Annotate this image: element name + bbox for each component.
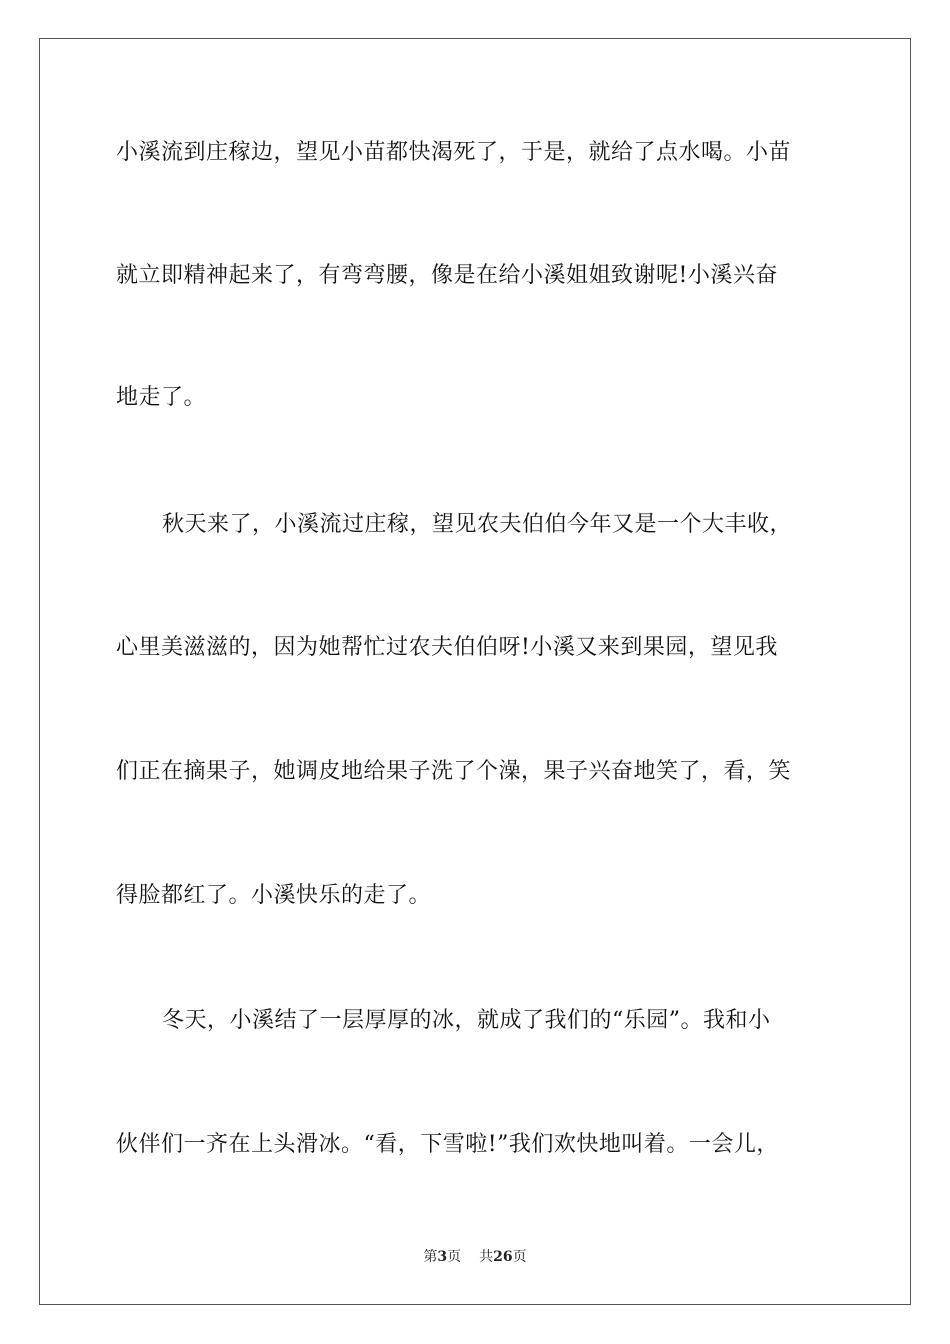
body-text-line: 心里美滋滋的，因为她帮忙过农夫伯伯呀!小溪又来到果园，望见我: [116, 635, 778, 660]
body-text-line: 地走了。: [116, 385, 207, 410]
total-label-suffix: 页: [512, 1249, 527, 1265]
page-label-prefix: 第: [423, 1249, 438, 1265]
paragraph-first-line: 秋天来了，小溪流过庄稼，望见农夫伯伯今年又是一个大丰收，: [162, 512, 793, 537]
body-text-line: 伙伴们一齐在上头滑冰。“看，下雪啦!”我们欢快地叫着。一会儿，: [116, 1132, 779, 1157]
page-border: [39, 38, 911, 1305]
page-label-suffix: 页: [447, 1249, 462, 1265]
page-footer: [0, 1248, 950, 1266]
body-text-line: 得脸都红了。小溪快乐的走了。: [116, 883, 432, 908]
body-text-line: 就立即精神起来了，有弯弯腰，像是在给小溪姐姐致谢呢!小溪兴奋: [116, 263, 778, 288]
total-page-count: 26: [493, 1249, 513, 1265]
paragraph-first-line: 冬天，小溪结了一层厚厚的冰，就成了我们的“乐园”。我和小: [162, 1008, 771, 1033]
current-page-number: 3: [437, 1249, 448, 1265]
body-text-line: 们正在摘果子，她调皮地给果子洗了个澡，果子兴奋地笑了，看，笑: [116, 759, 792, 784]
body-text-line: 小溪流到庄稼边，望见小苗都快渴死了，于是，就给了点水喝。小苗: [116, 140, 792, 165]
total-label-prefix: 共: [479, 1249, 494, 1265]
